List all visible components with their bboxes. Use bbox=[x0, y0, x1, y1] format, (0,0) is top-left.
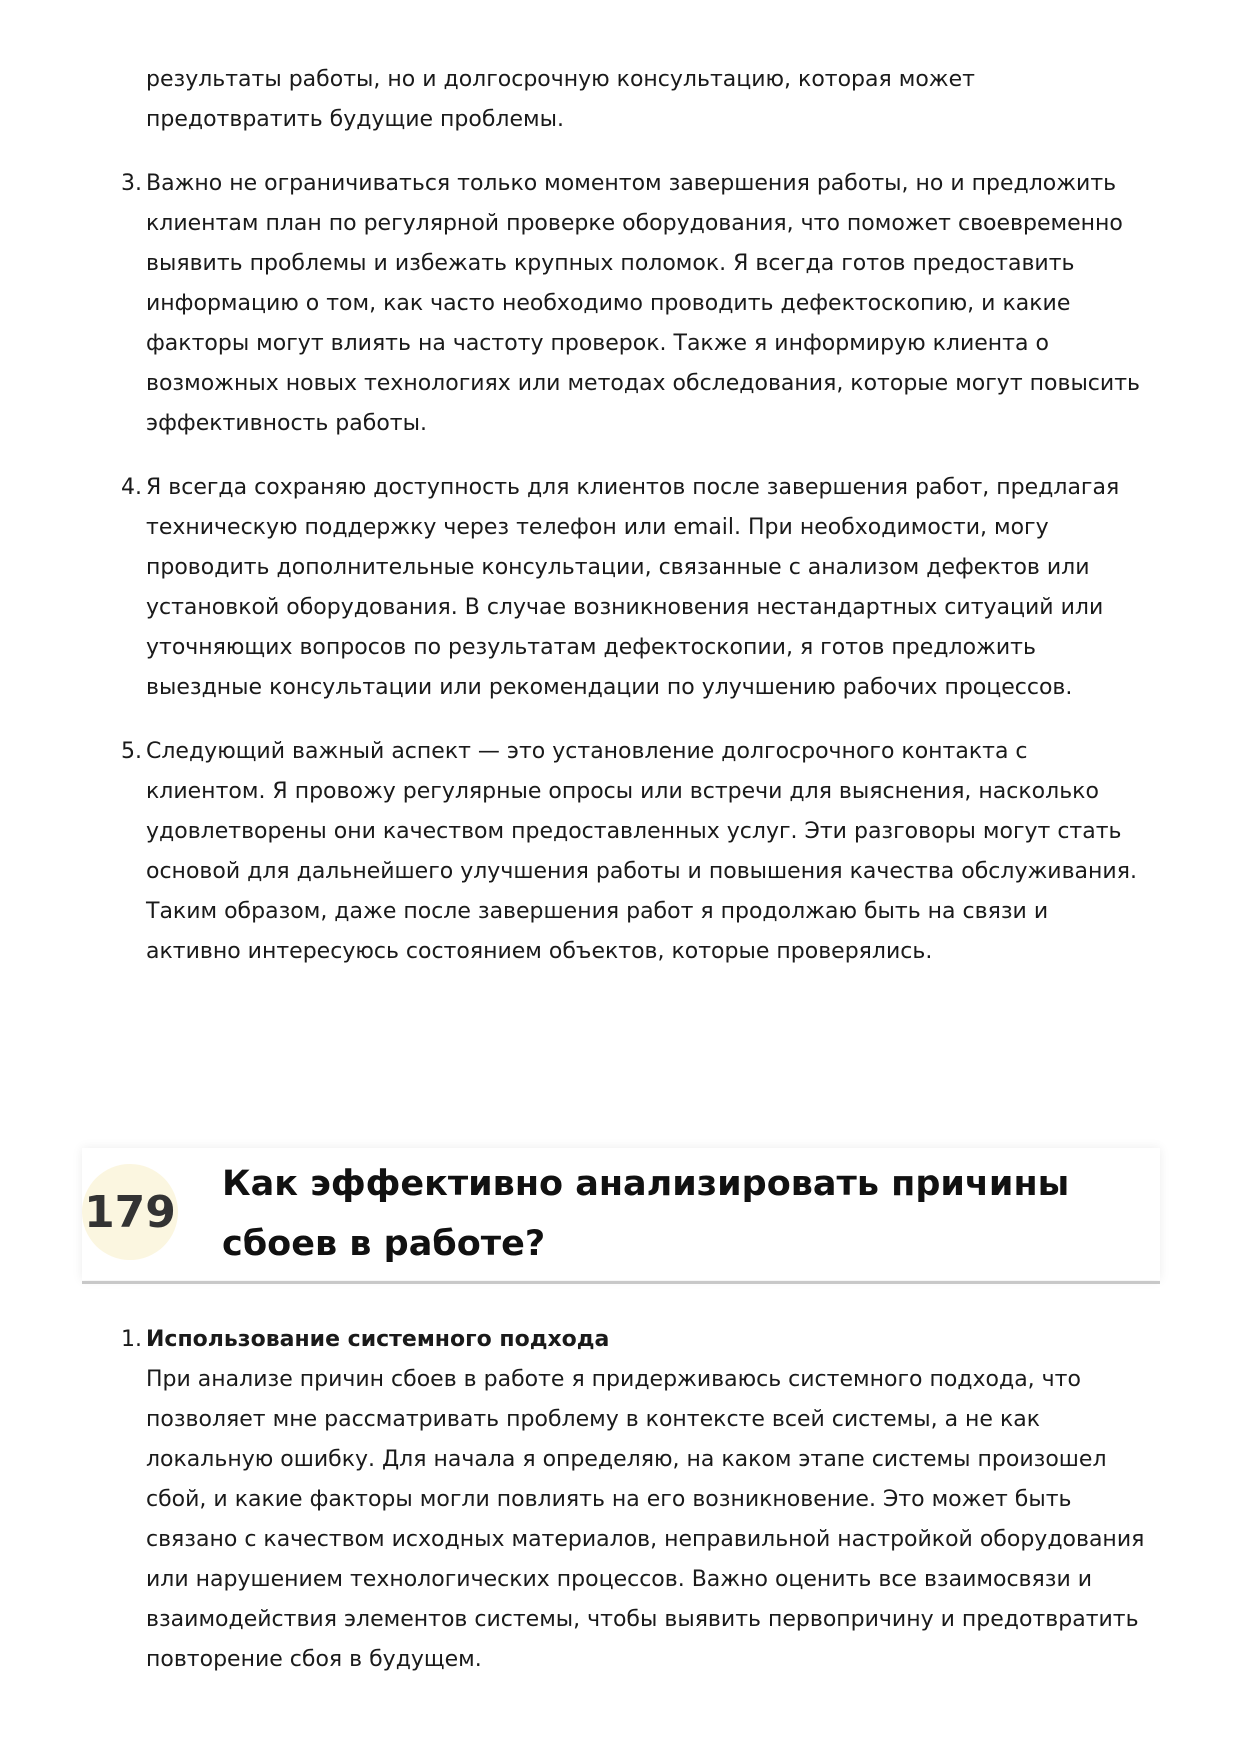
list-item-number: 1. bbox=[121, 1327, 142, 1352]
section-title: Как эффективно анализировать причины сбоев в работе? bbox=[222, 1164, 1070, 1264]
list-item-number: 4. bbox=[121, 475, 142, 500]
list-item-text: Важно не ограничиваться только моментом завершения работы, но и предложить клиентам план по регулярной проверке оборудования, что поможет своевременно выявить проблемы и избежать крупных поломок. Я всегда готов предоставить информацию о том, как часто необходимо проводить дефектоскопию, и какие факторы могут влиять на частоту проверок. Также я информирую клиента о возможных новых технологиях или методах обследования, которые могут повысить эффективность работы. bbox=[146, 171, 1140, 436]
list-item-number: 3. bbox=[121, 171, 142, 196]
section-header bbox=[82, 1148, 1162, 1284]
list-item-text: Следующий важный аспект — это установление долгосрочного контакта с клиентом. Я провожу регулярные опросы или встречи для выяснения, насколько удовлетворены они качеством предоставленных услуг. Эти разговоры могут стать основой для дальнейшего улучшения работы и повышения качества обслуживания. Таким образом, даже после завершения работ я продолжаю быть на связи и активно интересуюсь состоянием объектов, которые проверялись. bbox=[146, 739, 1137, 964]
list-item-title: Использование системного подхода bbox=[146, 1327, 610, 1352]
list-item-text: При анализе причин сбоев в работе я придерживаюсь системного подхода, что позволяет мне рассматривать проблему в контексте всей системы, а не как локальную ошибку. Для начала я определяю, на каком этапе системы произошел сбой, и какие факторы могли повлиять на его возникновение. Это может быть связано с качеством исходных материалов, неправильной настройкой оборудования или нарушением технологических процессов. Важно оценить все взаимосвязи и взаимодействия элементов системы, чтобы выявить первопричину и предотвратить повторение сбоя в будущем. bbox=[146, 1367, 1145, 1672]
section-number-badge: 179 bbox=[82, 1164, 178, 1260]
numbered-list-continued bbox=[121, 60, 1146, 972]
list-item-number: 5. bbox=[121, 739, 142, 764]
section-numbered-list bbox=[121, 1320, 1146, 1680]
list-item-continuation bbox=[146, 60, 1146, 140]
list-item-5 bbox=[121, 732, 1146, 972]
list-item-text: Я всегда сохраняю доступность для клиентов после завершения работ, предлагая техническую поддержку через телефон или email. При необходимости, могу проводить дополнительные консультации, связанные с анализом дефектов или установкой оборудования. В случае возникновения нестандартных ситуаций или уточняющих вопросов по результатам дефектоскопии, я готов предложить выездные консультации или рекомендации по улучшению рабочих процессов. bbox=[146, 475, 1120, 700]
list-item-text: результаты работы, но и долгосрочную консультацию, которая может предотвратить будущие проблемы. bbox=[146, 67, 975, 132]
list-item-3 bbox=[121, 164, 1146, 444]
list-item-1 bbox=[121, 1320, 1146, 1680]
list-item-4 bbox=[121, 468, 1146, 708]
section-divider bbox=[82, 1281, 1160, 1284]
